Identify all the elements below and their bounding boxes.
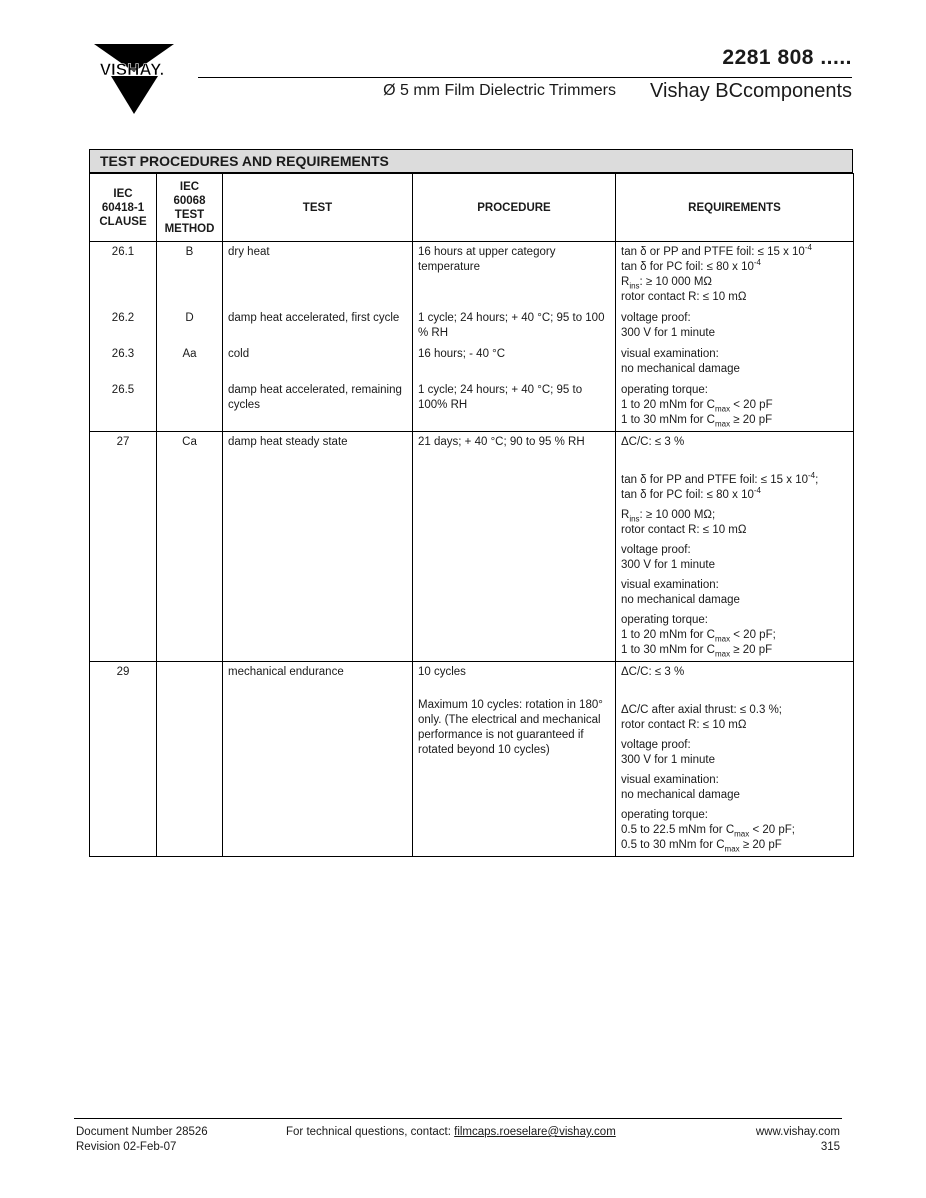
col-header-test: TEST	[223, 174, 413, 242]
website-link[interactable]: www.vishay.com	[755, 1126, 840, 1138]
test-procedures-table	[89, 173, 854, 857]
header-rule	[198, 77, 852, 78]
test-group-26	[90, 242, 854, 432]
table-header-row	[90, 174, 854, 242]
section-title: TEST PROCEDURES AND REQUIREMENTS	[89, 149, 853, 173]
col-header-procedure: PROCEDURE	[413, 174, 616, 242]
page-number: 315	[820, 1141, 840, 1153]
table-row: 26.1 B dry heat 16 hours at upper category temperature tan δ or PP and PTFE foil: ≤ 15 x $10^{-4}$ tan δ for PC foil: ≤ 80 x $10^{-4}$ $R_{ins}$: ≥ 10 000 MΩ rotor contact R: ≤ 10 mΩ	[90, 242, 854, 309]
contact-email-link[interactable]: filmcaps.roeselare@vishay.com	[454, 1126, 616, 1138]
col-header-iec-clause: IEC 60418-1 CLAUSE	[90, 174, 157, 242]
revision-date: Revision 02-Feb-07	[76, 1141, 177, 1153]
product-subtitle: Ø 5 mm Film Dielectric Trimmers	[383, 82, 616, 99]
part-number: 2281 808 .....	[722, 46, 852, 69]
col-header-iec-method: IEC 60068 TEST METHOD	[157, 174, 223, 242]
brand-name: Vishay BCcomponents	[650, 80, 852, 102]
test-group-29	[90, 662, 854, 857]
col-header-requirements: REQUIREMENTS	[616, 174, 854, 242]
document-number: Document Number 28526	[76, 1126, 208, 1138]
footer-rule	[74, 1118, 842, 1119]
table-row: 29 mechanical endurance 10 cycles Maximum 10 cycles: rotation in 180° only. (The electrical and mechanical performance is not guaranteed if rotated beyond 10 cycles) ΔC/C: ≤ 3 % ΔC/C after axial thrust: ≤ 0.3 %; rotor contact R: ≤ 10 mΩ voltage proof: 300 V for 1 minute visual examination: no mechanical damage operating torque: 0.5 to 22.5 mNm for $C_{max} < 20$ pF; 0.5 to 30 mNm for $C_{max} \ge 20$ pF	[90, 662, 854, 857]
footer-contact	[286, 1125, 616, 1140]
table-row: 26.2 D damp heat accelerated, first cycle 1 cycle; 24 hours; + 40 °C; 95 to 100 % RH voltage proof: 300 V for 1 minute	[90, 308, 854, 344]
footer-right	[756, 1125, 840, 1155]
table-row: 26.5 damp heat accelerated, remaining cycles 1 cycle; 24 hours; + 40 °C; 95 to 100% RH operating torque: 1 to 20 mNm for $C_{max} < 20$ pF 1 to 30 mNm for $C_{max} \ge 20$ pF	[90, 380, 854, 432]
logo-text: VISHAY.	[99, 60, 165, 79]
vishay-logo	[86, 44, 178, 116]
table-row: 27 Ca damp heat steady state 21 days; + 40 °C; 90 to 95 % RH ΔC/C: ≤ 3 % tan δ for PP and PTFE foil: ≤ 15 x $10^{-4}$; tan δ for PC foil: ≤ 80 x $10^{-4}$ $R_{ins}$: ≥ 10 000 MΩ; rotor contact R: ≤ 10 mΩ voltage proof: 300 V for 1 minute visual examination: no mechanical damage operating torque: 1 to 20 mNm for $C_{max} < 20$ pF; 1 to 30 mNm for $C_{max} \ge 20$ pF	[90, 432, 854, 662]
table-row: 26.3 Aa cold 16 hours; - 40 °C visual examination: no mechanical damage	[90, 344, 854, 380]
footer-left	[76, 1125, 208, 1155]
test-group-27	[90, 432, 854, 662]
contact-label: For technical questions, contact:	[286, 1126, 455, 1138]
